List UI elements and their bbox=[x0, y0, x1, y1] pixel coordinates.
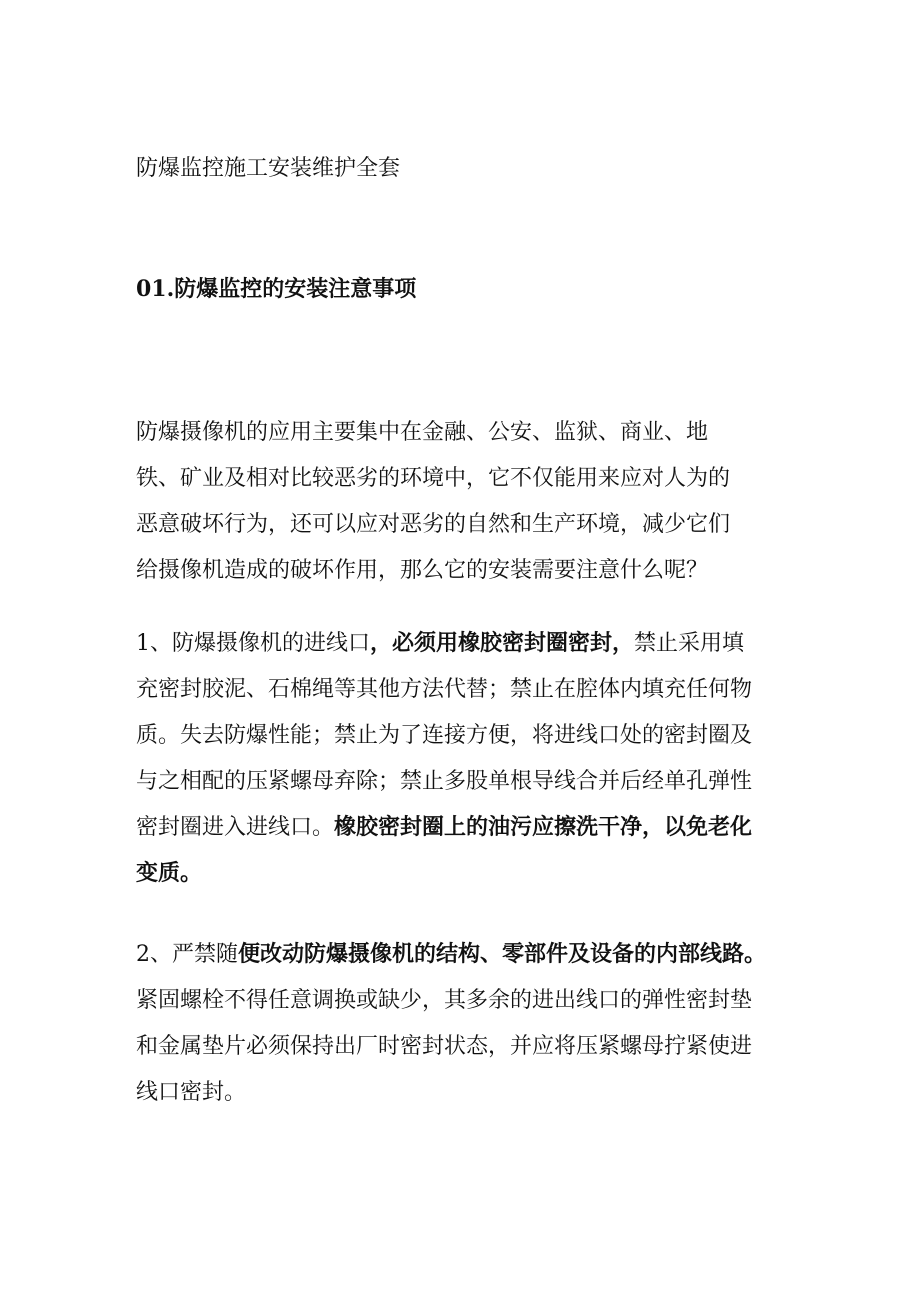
intro-line: 铁、矿业及相对比较恶劣的环境中，它不仅能用来应对人为的 bbox=[136, 466, 731, 491]
item-1-line bbox=[136, 851, 796, 897]
item-1-text: 禁止采用填 bbox=[634, 631, 745, 656]
intro-line: 给摄像机造成的破坏作用，那么它的安装需要注意什么呢？ bbox=[136, 558, 709, 583]
item-2-paragraph bbox=[136, 932, 796, 1116]
item-2-line: 紧固螺栓不得任意调换或缺少，其多余的进出线口的弹性密封垫 bbox=[136, 988, 753, 1013]
item-1-line bbox=[136, 805, 796, 851]
item-2-line: 线口密封。 bbox=[136, 1080, 247, 1105]
item-1-line: 与之相配的压紧螺母弃除；禁止多股单根导线合并后经单孔弹性 bbox=[136, 769, 753, 794]
section-heading bbox=[136, 272, 416, 307]
item-1-line: 质。失去防爆性能；禁止为了连接方便，将进线口处的密封圈及 bbox=[136, 723, 753, 748]
item-1-line bbox=[136, 621, 796, 667]
intro-line: 防爆摄像机的应用主要集中在金融、公安、监狱、商业、地 bbox=[136, 420, 709, 445]
section-number: 01. bbox=[136, 276, 175, 302]
item-1-paragraph bbox=[136, 621, 796, 897]
document-title: 防爆监控施工安装维护全套 bbox=[136, 156, 401, 181]
item-1-number: 1 bbox=[136, 631, 150, 656]
item-1-emphasis: 橡胶密封圈上的油污应擦洗干净，以免老化 bbox=[334, 815, 753, 840]
item-2-text: 、严禁随 bbox=[150, 942, 239, 967]
item-2-emphasis: 便改动防爆摄像机的结构、零部件及设备的内部线路。 bbox=[238, 942, 767, 967]
item-1-line: 充密封胶泥、石棉绳等其他方法代替；禁止在腔体内填充任何物 bbox=[136, 677, 753, 702]
section-heading-text: 防爆监控的安装注意事项 bbox=[174, 277, 417, 302]
intro-line: 恶意破坏行为，还可以应对恶劣的自然和生产环境，减少它们 bbox=[136, 512, 731, 537]
item-2-number: 2 bbox=[136, 942, 150, 967]
item-2-line bbox=[136, 932, 796, 978]
item-1-text: 、防爆摄像机的进线口 bbox=[150, 631, 371, 656]
item-1-text: 密封圈进入进线口。 bbox=[136, 815, 335, 840]
item-1-emphasis: ，必须用橡胶密封圈密封， bbox=[370, 631, 635, 656]
item-2-line: 和金属垫片必须保持出厂时密封状态，并应将压紧螺母拧紧使进 bbox=[136, 1034, 753, 1059]
intro-paragraph bbox=[136, 410, 796, 594]
item-1-emphasis: 变质。 bbox=[136, 861, 203, 886]
